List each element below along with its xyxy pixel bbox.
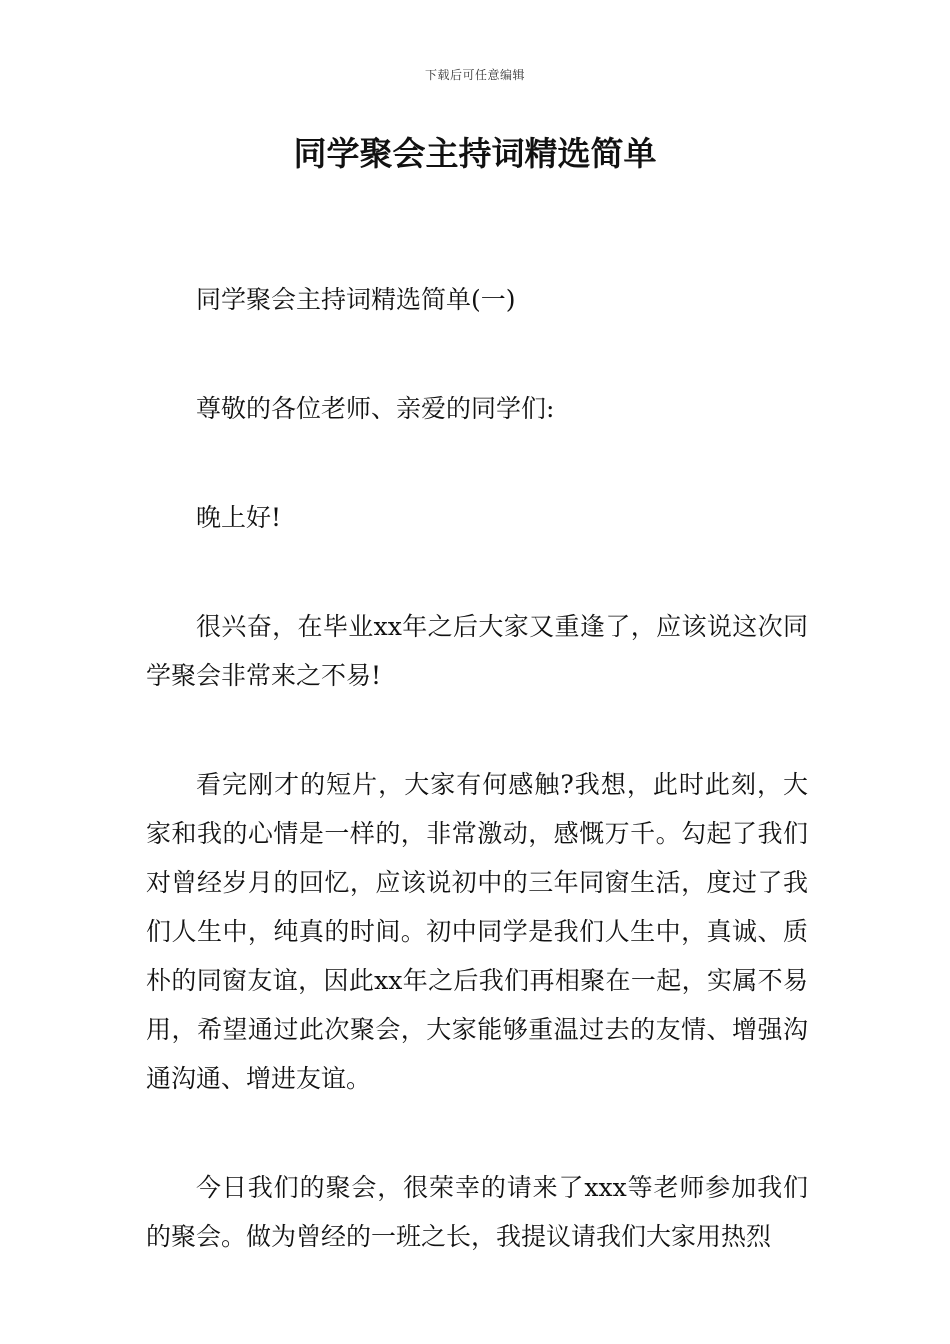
header-note: 下载后可任意编辑: [424, 68, 525, 82]
paragraph-greeting: 晚上好!: [196, 503, 282, 532]
document-title: 同学聚会主持词精选简单: [293, 134, 657, 173]
paragraph-reunion: 很兴奋，在毕业xx年之后大家又重逢了，应该说这次同学聚会非常来之不易!: [146, 612, 808, 690]
paragraph-salutation: 尊敬的各位老师、亲爱的同学们:: [196, 394, 555, 423]
paragraph-teachers: 今日我们的聚会，很荣幸的请来了xxx等老师参加我们的聚会。做为曾经的一班之长，我提议请我们大家用热烈: [146, 1173, 808, 1251]
document-body: [146, 275, 808, 1321]
paragraph-memories: 看完刚才的短片，大家有何感触?我想，此时此刻，大家和我的心情是一样的，非常激动，感慨万千。勾起了我们对曾经岁月的回忆，应该说初中的三年同窗生活，度过了我们人生中，纯真的时间。初中同学是我们人生中，真诚、质朴的同窗友谊，因此xx年之后我们再相聚在一起，实属不易用，希望通过此次聚会，大家能够重温过去的友情、增强沟通沟通、增进友谊。: [146, 770, 808, 1093]
paragraph-section-heading: 同学聚会主持词精选简单(一): [196, 285, 516, 314]
